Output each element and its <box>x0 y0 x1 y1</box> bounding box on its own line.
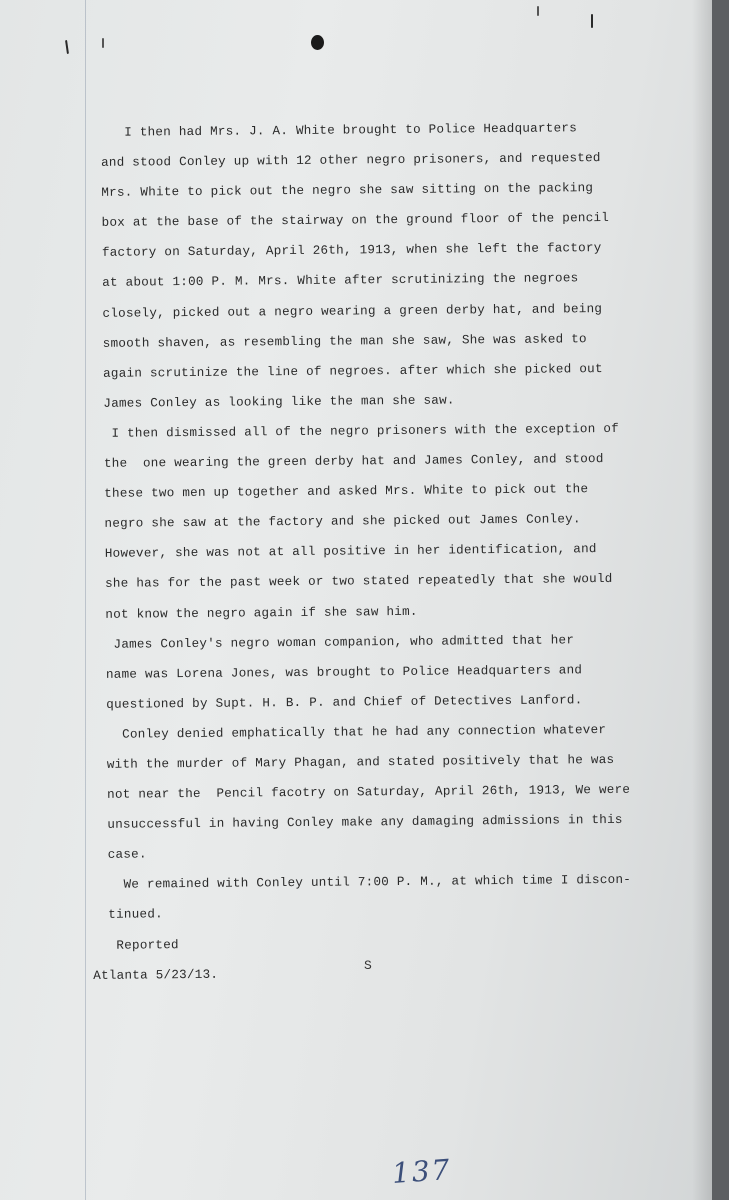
text-line: case. <box>92 847 147 863</box>
typed-report-body <box>85 112 693 990</box>
text-line: smooth shaven, as resembling the man she saw, She was asked to <box>87 331 587 351</box>
text-line: at about 1:00 P. M. Mrs. White after scrutinizing the negroes <box>86 271 579 291</box>
text-line: closely, picked out a negro wearing a green derby hat, and being <box>86 301 603 321</box>
text-line: questioned by Supt. H. B. P. and Chief of Detectives Lanford. <box>90 693 583 712</box>
text-line: unsuccessful in having Conley make any damaging admissions in this <box>91 813 623 833</box>
ink-mark <box>102 38 104 48</box>
text-line: However, she was not at all positive in her identification, and <box>89 542 597 562</box>
text-line: I then had Mrs. J. A. White brought to Police Headquarters <box>85 121 578 140</box>
text-line: tinued. <box>92 907 163 923</box>
ink-mark <box>591 14 593 28</box>
text-line: factory on Saturday, April 26th, 1913, when she left the factory <box>86 241 602 261</box>
text-line: I then dismissed all of the negro prisoners with the exception of <box>87 421 619 441</box>
text-line: the one wearing the green derby hat and James Conley, and stood <box>88 452 604 472</box>
text-line: Conley denied emphatically that he had any connection whatever <box>90 722 607 742</box>
text-line: James Conley as looking like the man she saw. <box>87 393 455 411</box>
text-line: name was Lorena Jones, was brought to Police Headquarters and <box>90 662 583 682</box>
text-line: Atlanta 5/23/13. <box>93 967 219 983</box>
text-line: not near the Pencil facotry on Saturday, April 26th, 1913, We were <box>91 782 631 803</box>
punch-hole <box>311 35 324 50</box>
text-line: with the murder of Mary Phagan, and stated positively that he was <box>91 752 615 772</box>
text-line: again scrutinize the line of negroes. after which she picked out <box>87 361 603 381</box>
text-line: Reported <box>92 937 179 953</box>
handwritten-page-number: 137 <box>390 1152 453 1191</box>
text-line: not know the negro again if she saw him. <box>89 604 418 622</box>
text-line: We remained with Conley until 7:00 P. M., at which time I discon- <box>92 873 632 893</box>
text-line: these two men up together and asked Mrs. White to pick out the <box>88 482 589 502</box>
text-line: she has for the past week or two stated repeatedly that she would <box>89 572 613 592</box>
typist-initial: S <box>364 958 372 973</box>
text-line: Mrs. White to pick out the negro she saw sitting on the packing <box>85 181 594 201</box>
text-line: box at the base of the stairway on the ground floor of the pencil <box>85 211 610 231</box>
ink-mark <box>65 40 69 54</box>
text-line: and stood Conley up with 12 other negro prisoners, and requested <box>85 151 601 171</box>
ink-mark <box>537 6 539 16</box>
text-line: James Conley's negro woman companion, who admitted that her <box>89 632 575 652</box>
text-line: negro she saw at the factory and she picked out James Conley. <box>88 512 581 532</box>
